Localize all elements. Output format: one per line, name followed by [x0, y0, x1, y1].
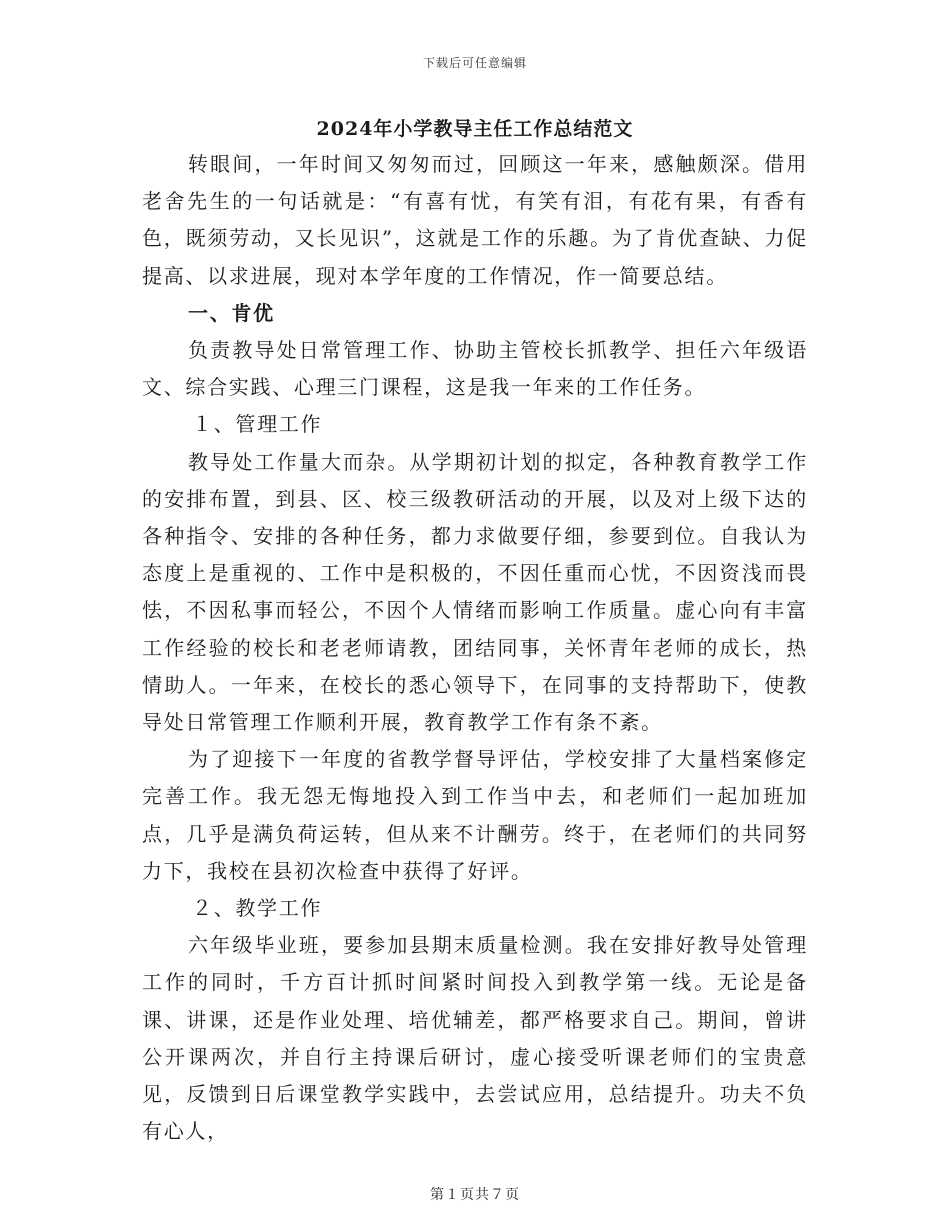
document-title: 2024年小学教导主任工作总结范文	[316, 118, 634, 140]
document-body	[142, 146, 808, 1150]
paragraph-teaching: 六年级毕业班，要参加县期末质量检测。我在安排好教导处管理工作的同时，千方百计抓时间紧时间投入到教学第一线。无论是备课、讲课，还是作业处理、培优辅差，都严格要求自己。期间，曾讲公开课两次，并自行主持课后研讨，虚心接受听课老师们的宝贵意见，反馈到日后课堂教学实践中，去尝试应用，总结提升。功夫不负有心人，	[142, 933, 808, 1144]
paragraph-intro: 转眼间，一年时间又匆匆而过，回顾这一年来，感触颇深。借用老舍先生的一句话就是：“有喜有忧，有笑有泪，有花有果，有香有色，既须劳动，又长见识”，这就是工作的乐趣。为了肯优查缺、力促提高、以求进展，现对本学年度的工作情况，作一简要总结。	[142, 152, 808, 288]
header-note: 下载后可任意编辑	[422, 56, 527, 70]
paragraph-management: 教导处工作量大而杂。从学期初计划的拟定，各种教育教学工作的安排布置，到县、区、校三级教研活动的开展，以及对上级下达的各种指令、安排的各种任务，都力求做要仔细，参要到位。自我认为态度上是重视的、工作中是积极的，不因任重而心忧，不因资浅而畏怯，不因私事而轻公，不因个人情绪而影响工作质量。虚心向有丰富工作经验的校长和老老师请教，团结同事，关怀青年老师的成长，热情助人。一年来，在校长的悉心领导下，在同事的支持帮助下，使教导处日常管理工作顺利开展，教育教学工作有条不紊。	[142, 449, 808, 735]
section-heading: 一、肯优	[188, 300, 275, 325]
paragraph-evaluation: 为了迎接下一年度的省教学督导评估，学校安排了大量档案修定完善工作。我无怨无悔地投入到工作当中去，和老师们一起加班加点，几乎是满负荷运转，但从来不计酬劳。终于，在老师们的共同努力下，我校在县初次检查中获得了好评。	[142, 747, 808, 883]
subheading-teaching: ２、教学工作	[192, 896, 323, 921]
subheading-management: １、管理工作	[192, 412, 323, 437]
page-footer: 第１页共７页	[430, 1187, 520, 1203]
paragraph-duties: 负责教导处日常管理工作、协助主管校长抓教学、担任六年级语文、综合实践、心理三门课程，这是我一年来的工作任务。	[142, 338, 808, 400]
